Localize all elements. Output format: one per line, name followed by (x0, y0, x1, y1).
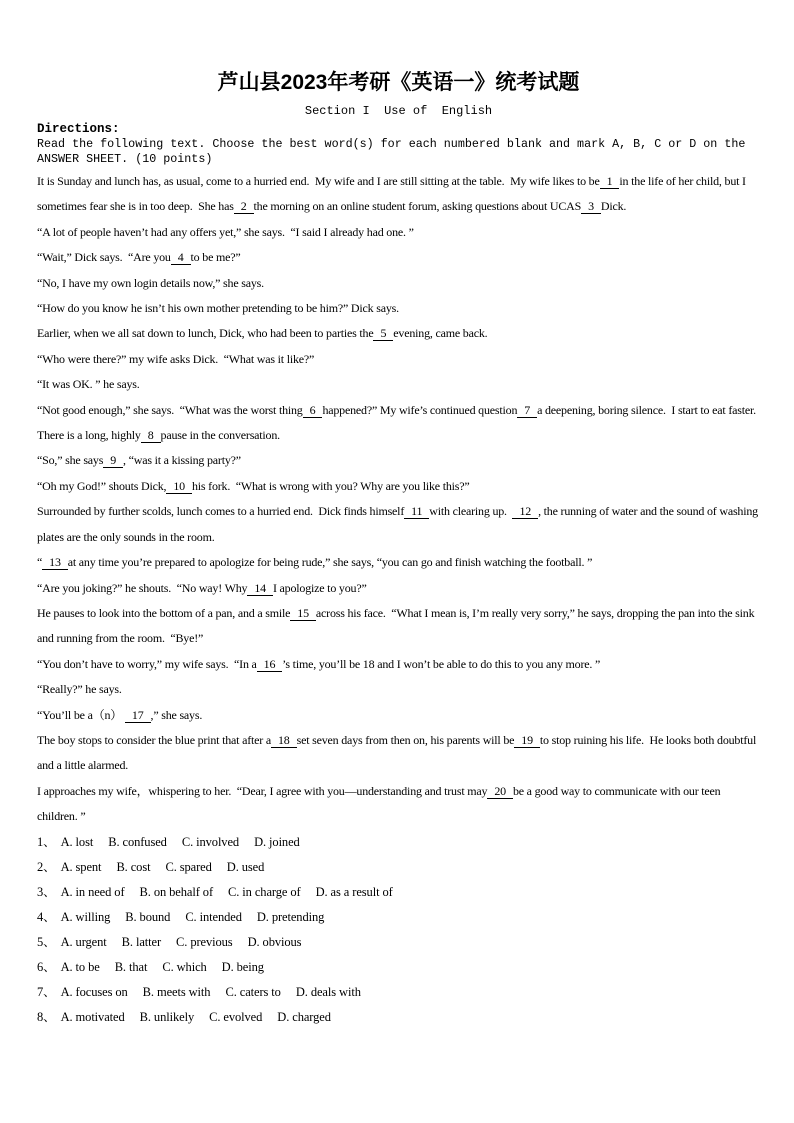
passage-paragraph: “You’ll be a（n） 17 ,” she says. (37, 707, 203, 722)
passage-paragraph: It is Sunday and lunch has, as usual, come to a hurried end. My wife and I are still sitting at the table. My wife likes to be 1 in the life of her child, but I sometimes fear she is in too deep. She has 2 the morning on an online student forum, asking questions about UCAS 3 Dick. (37, 174, 749, 214)
cloze-blank-16: 16 (257, 657, 283, 672)
option-d: D. charged (277, 1009, 331, 1024)
question-row-2 (37, 855, 760, 880)
question-row-3 (37, 880, 760, 905)
directions-block (37, 122, 760, 167)
question-number: 6、 (37, 959, 56, 974)
cloze-blank-10: 10 (166, 479, 192, 494)
option-a: A. spent (60, 859, 102, 874)
passage-paragraph: “Oh my God!” shouts Dick, 10 his fork. “What is wrong with you? Why are you like this?” (37, 478, 470, 493)
directions-text-line-1: Read the following text. Choose the best word(s) for each numbered blank and mark A, B, C or D on the (37, 137, 746, 151)
question-row-1 (37, 830, 760, 855)
passage-paragraph: Surrounded by further scolds, lunch comes to a hurried end. Dick finds himself 11 with clearing up. 12 , the running of water and the sound of washing plates are the only sounds in the room. (37, 504, 761, 544)
cloze-blank-8: 8 (141, 428, 161, 443)
option-d: D. used (226, 859, 265, 874)
option-d: D. deals with (295, 984, 361, 999)
option-d: D. as a result of (315, 884, 393, 899)
cloze-blank-19: 19 (514, 733, 540, 748)
passage-paragraph: “A lot of people haven’t had any offers yet,” she says. “I said I already had one. ” (37, 224, 414, 239)
cloze-blank-17: 17 (125, 708, 151, 723)
cloze-blank-2: 2 (234, 199, 254, 214)
passage-paragraph: “No, I have my own login details now,” she says. (37, 275, 264, 290)
option-d: D. pretending (256, 909, 325, 924)
cloze-blank-1: 1 (600, 174, 620, 189)
cloze-blank-11: 11 (404, 504, 429, 519)
option-d: D. being (221, 959, 264, 974)
passage-paragraph: “Who were there?” my wife asks Dick. “What was it like?” (37, 351, 315, 366)
question-row-5 (37, 930, 760, 955)
option-d: D. joined (254, 834, 300, 849)
question-number: 3、 (37, 884, 56, 899)
question-row-6 (37, 955, 760, 980)
cloze-blank-4: 4 (171, 250, 191, 265)
option-b: B. on behalf of (139, 884, 214, 899)
option-a: A. lost (60, 834, 94, 849)
passage-paragraph: “ 13 at any time you’re prepared to apologize for being rude,” she says, “you can go and finish watching the football. ” (37, 555, 593, 570)
cloze-blank-13: 13 (42, 555, 68, 570)
directions-label: Directions: (37, 122, 120, 136)
passage-paragraph: “It was OK. ” he says. (37, 377, 140, 392)
passage-paragraph: “Are you joking?” he shouts. “No way! Why 14 I apologize to you?” (37, 580, 367, 595)
option-a: A. in need of (60, 884, 125, 899)
question-number: 8、 (37, 1009, 56, 1024)
passage-paragraph: “You don’t have to worry,” my wife says. “In a 16 ’s time, you’ll be 18 and I won’t be able to do this to you any more. ” (37, 656, 601, 671)
question-row-8 (37, 1005, 760, 1030)
passage-paragraph: I approaches my wife，whispering to her. “Dear, I agree with you—understanding and trust may 20 be a good way to communicate with our teen children. ” (37, 783, 724, 824)
question-number: 4、 (37, 909, 56, 924)
question-list (37, 830, 760, 1030)
question-number: 1、 (37, 834, 56, 849)
cloze-blank-15: 15 (290, 606, 316, 621)
question-row-7 (37, 980, 760, 1005)
option-c: C. spared (165, 859, 212, 874)
option-b: B. bound (125, 909, 171, 924)
passage-paragraph: “So,” she says 9 , “was it a kissing party?” (37, 453, 241, 468)
option-a: A. focuses on (60, 984, 128, 999)
question-number: 5、 (37, 934, 56, 949)
cloze-passage (37, 169, 760, 830)
passage-paragraph: “Wait,” Dick says. “Are you 4 to be me?” (37, 250, 241, 265)
option-a: A. to be (60, 959, 100, 974)
option-b: B. meets with (142, 984, 211, 999)
option-b: B. latter (121, 934, 162, 949)
option-b: B. cost (116, 859, 151, 874)
question-row-4 (37, 905, 760, 930)
cloze-blank-18: 18 (271, 733, 297, 748)
passage-paragraph: The boy stops to consider the blue print that after a 18 set seven days from then on, his parents will be 19 to stop ruining his life. He looks both doubtful and a little alarmed. (37, 732, 759, 773)
option-b: B. that (114, 959, 148, 974)
directions-text-line-2: ANSWER SHEET. (10 points) (37, 152, 213, 166)
passage-paragraph: Earlier, when we all sat down to lunch, Dick, who had been to parties the 5 evening, came back. (37, 326, 488, 341)
cloze-blank-14: 14 (247, 581, 273, 596)
question-number: 7、 (37, 984, 56, 999)
passage-paragraph: “Not good enough,” she says. “What was the worst thing 6 happened?” My wife’s continued question 7 a deepening, boring silence. I start to eat faster. There is a long, highly 8 pause in the conversation. (37, 402, 762, 443)
option-c: C. involved (181, 834, 240, 849)
passage-paragraph: “How do you know he isn’t his own mother pretending to be him?” Dick says. (37, 301, 399, 316)
passage-paragraph: “Really?” he says. (37, 682, 122, 697)
option-d: D. obvious (247, 934, 302, 949)
cloze-blank-5: 5 (373, 326, 393, 341)
option-b: B. unlikely (139, 1009, 195, 1024)
option-c: C. previous (176, 934, 233, 949)
page-title: 芦山县2023年考研《英语一》统考试题 (217, 71, 580, 94)
option-c: C. which (162, 959, 207, 974)
cloze-blank-6: 6 (303, 403, 323, 418)
option-c: C. caters to (225, 984, 281, 999)
option-a: A. willing (60, 909, 111, 924)
cloze-blank-3: 3 (581, 199, 601, 214)
option-b: B. confused (108, 834, 167, 849)
option-c: C. in charge of (228, 884, 301, 899)
cloze-blank-12: 12 (512, 504, 538, 519)
passage-paragraph: He pauses to look into the bottom of a pan, and a smile 15 across his face. “What I mean is, I’m really very sorry,” he says, dropping the pan into the sink and running from the room. “Bye!” (37, 605, 758, 646)
cloze-blank-9: 9 (103, 453, 123, 468)
question-number: 2、 (37, 859, 56, 874)
section-heading: Section I Use of English (304, 104, 493, 118)
option-c: C. evolved (209, 1009, 263, 1024)
cloze-blank-7: 7 (517, 403, 537, 418)
option-a: A. motivated (60, 1009, 125, 1024)
cloze-blank-20: 20 (487, 784, 513, 799)
option-c: C. intended (185, 909, 242, 924)
option-a: A. urgent (60, 934, 107, 949)
